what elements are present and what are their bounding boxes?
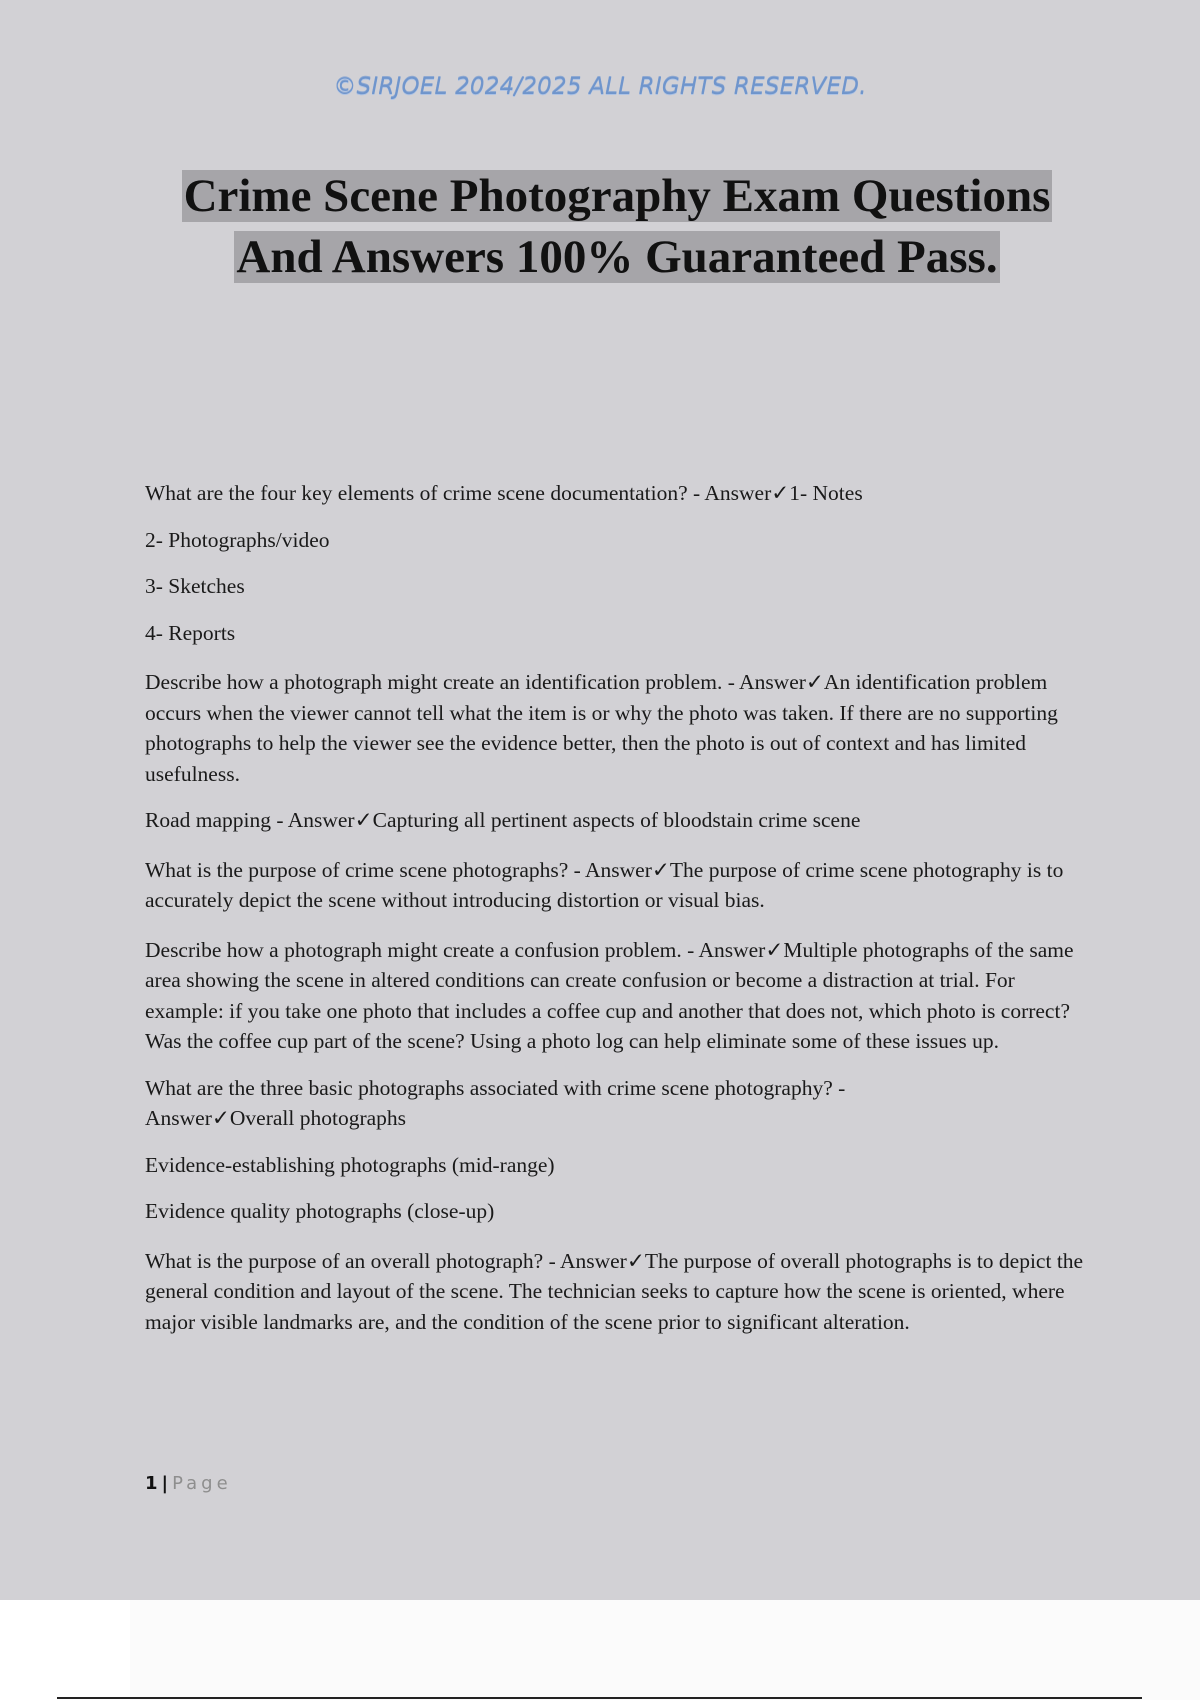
title-line-2: And Answers 100% Guaranteed Pass.	[236, 231, 998, 283]
question-paragraph: Describe how a photograph might create a confusion problem. - Answer✓Multiple photographs of the same area showing the scene in altered conditions can create confusion or become a distraction at trial. For example: if you take one photo that includes a coffee cup and another that does not, which photo is correct? Was the coffee cup part of the scene? Using a photo log can help eliminate some of these issues up.	[145, 937, 1074, 1053]
answer-list-item: Answer✓Overall photographs	[145, 1106, 407, 1130]
document-title	[100, 166, 1134, 288]
page-footer	[145, 1473, 232, 1494]
answer-list-item: 4- Reports	[145, 620, 236, 645]
copyright-watermark: ©SIRJOEL 2024/2025 ALL RIGHTS RESERVED.	[333, 74, 867, 100]
answer-list-item: 2- Photographs/video	[145, 527, 330, 552]
next-page-edge	[130, 1600, 1200, 1700]
page-number: 1	[145, 1473, 158, 1494]
question-paragraph: What is the purpose of crime scene photographs? - Answer✓The purpose of crime scene photography is to accurately depict the scene without introducing distortion or visual bias.	[145, 857, 1064, 912]
page-separator: |	[161, 1473, 169, 1494]
answer-list-item: 3- Sketches	[145, 574, 245, 598]
qa-content	[145, 478, 1090, 1337]
title-line-1: Crime Scene Photography Exam Questions	[183, 170, 1051, 222]
answer-list-item: Evidence-establishing photographs (mid-range)	[145, 1152, 555, 1177]
page-label: Page	[172, 1473, 232, 1494]
question-paragraph: Road mapping - Answer✓Capturing all pertinent aspects of bloodstain crime scene	[145, 808, 861, 832]
question-paragraph: What are the four key elements of crime scene documentation? - Answer✓1- Notes	[145, 481, 863, 505]
answer-list-item: Evidence quality photographs (close-up)	[145, 1199, 495, 1223]
question-paragraph: Describe how a photograph might create an identification problem. - Answer✓An identification problem occurs when the viewer cannot tell what the item is or why the photo was taken. If there are no supporting photographs to help the viewer see the evidence better, then the photo is out of context and has limited usefulness.	[145, 670, 1058, 786]
question-paragraph: What are the three basic photographs associated with crime scene photography? -	[145, 1075, 846, 1100]
question-paragraph: What is the purpose of an overall photograph? - Answer✓The purpose of overall photographs is to depict the general condition and layout of the scene. The technician seeks to capture how the scene is oriented, where major visible landmarks are, and the condition of the scene prior to significant alteration.	[145, 1248, 1084, 1334]
divider	[57, 1697, 1142, 1699]
